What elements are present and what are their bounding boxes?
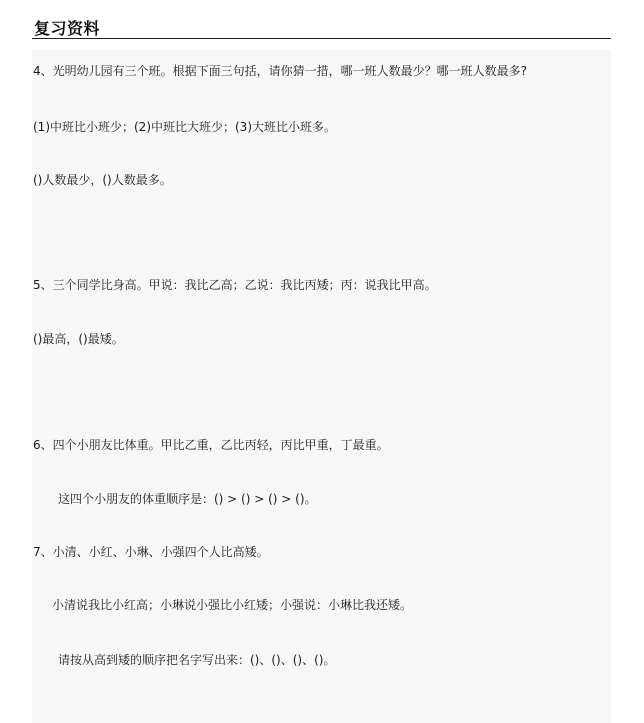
page-title: 复习资料	[34, 19, 101, 38]
question-7-answer: 请按从高到矮的顺序把名字写出来：()、()、()、()。	[58, 653, 336, 667]
question-7-clues: 小清说我比小红高；小琳说小强比小红矮；小强说：小琳比我还矮。	[52, 598, 413, 612]
question-7-prompt: 7、小清、小红、小琳、小强四个人比高矮。	[33, 545, 269, 559]
document-body	[32, 50, 611, 723]
question-6-prompt: 6、四个小朋友比体重。甲比乙重，乙比丙轻，丙比甲重，丁最重。	[33, 438, 389, 452]
question-4-prompt: 4、光明幼儿园有三个班。根据下面三句括，请你猜一措，哪一班人数最少？哪一班人数最多?	[33, 64, 528, 78]
question-4-clues: (1)中班比小班少；(2)中班比大班少；(3)大班比小班多。	[33, 120, 336, 134]
document-header	[32, 14, 611, 39]
question-4-answer: ()人数最少，()人数最多。	[33, 173, 172, 187]
question-6-answer: 这四个小朋友的体重顺序是：() > () > () > ()。	[58, 492, 317, 506]
question-5-answer: ()最高，()最矮。	[33, 332, 124, 346]
question-5-prompt: 5、三个同学比身高。甲说：我比乙高；乙说：我比丙矮；丙：说我比甲高。	[33, 278, 437, 292]
